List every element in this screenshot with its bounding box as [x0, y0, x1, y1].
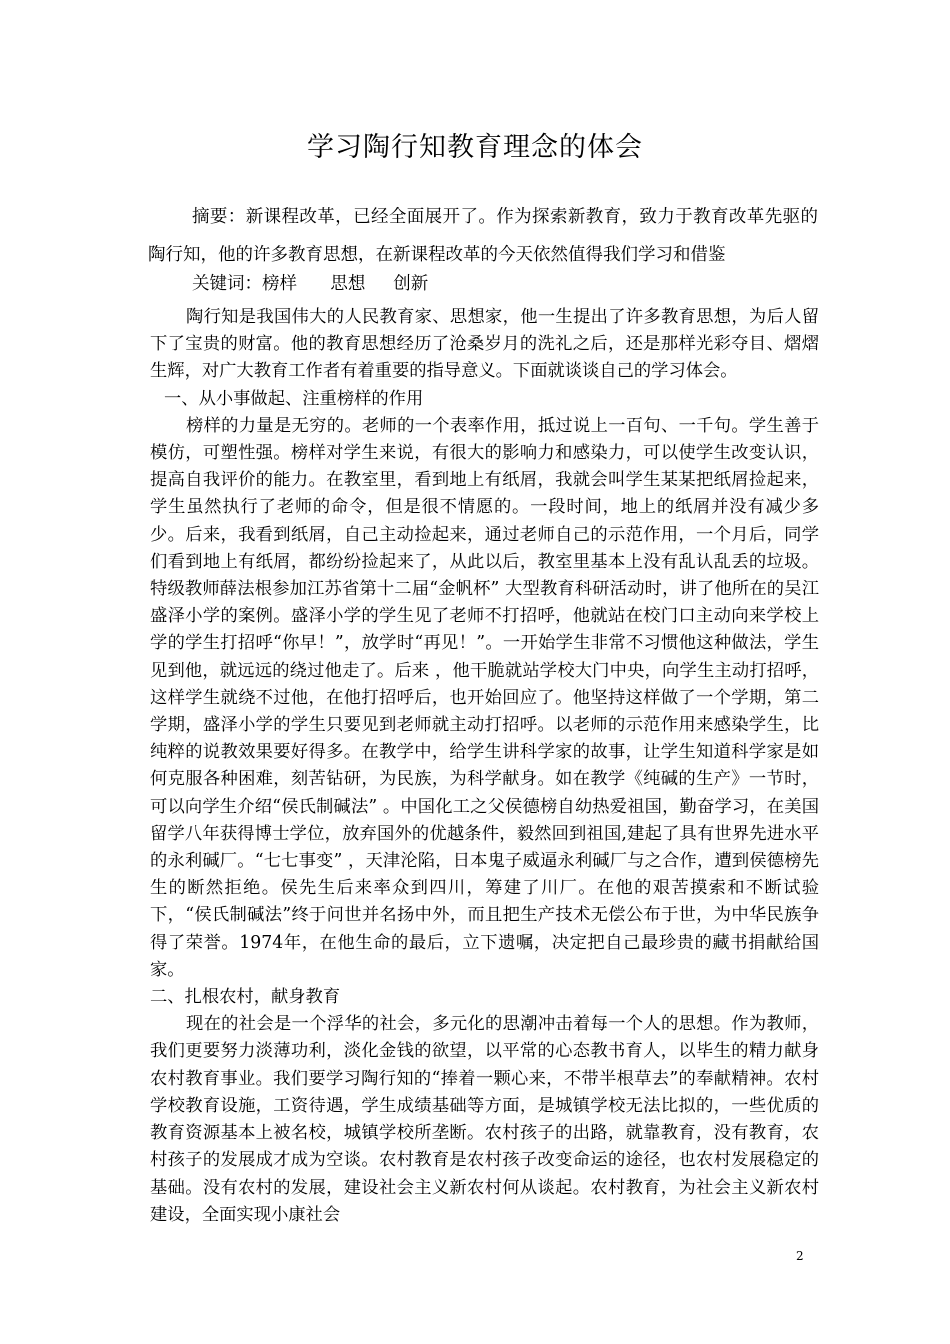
section-heading-1: 一、从小事做起、注重榜样的作用: [164, 388, 424, 409]
document-title: 学习陶行知教育理念的体会: [307, 132, 643, 163]
document-body: [150, 304, 819, 1229]
section-1-paragraph: 榜样的力量是无穷的。老师的一个表率作用，抵过说上一百句、一千句。学生善于模仿，可塑性强。榜样对学生来说，有很大的影响力和感染力，可以使学生改变认识，提高自我评价的能力。在教室里，看到地上有纸屑，我就会叫学生某某把纸屑捡起来，学生虽然执行了老师的命令，但是很不情愿的。一段时间，地上的纸屑并没有减少多少。后来，我看到纸屑，自己主动捡起来，通过老师自己的示范作用，一个月后，同学们看到地上有纸屑，都纷纷捡起来了，从此以后，教室里基本上没有乱认乱丢的垃圾。特级教师薛法根参加江苏省第十二届“金帆杯” 大型教育科研活动时，讲了他所在的吴江盛泽小学的案例。盛泽小学的学生见了老师不打招呼，他就站在校门口主动向来学校上学的学生打招呼“你早！”，放学时“再见！”。一开始学生非常不习惯他这种做法，学生见到他，就远远的绕过他走了。后来 ，他干脆就站学校大门中央，向学生主动打招呼，这样学生就绕不过他，在他打招呼后，也开始回应了。他坚持这样做了一个学期，第二学期，盛泽小学的学生只要见到老师就主动打招呼。以老师的示范作用来感染学生，比纯粹的说教效果要好得多。在教学中，给学生讲科学家的故事，让学生知道科学家是如何克服各种困难，刻苦钻研，为民族，为科学献身。如在教学《纯碱的生产》一节时，可以向学生介绍“侯氏制碱法” 。中国化工之父侯德榜自幼热爱祖国，勤奋学习，在美国留学八年获得博士学位，放弃国外的优越条件，毅然回到祖国,建起了具有世界先进水平的永利碱厂。“七七事变” ，天津沦陷，日本鬼子威逼永利碱厂与之合作，遭到侯德榜先生的断然拒绝。侯先生后来率众到四川，筹建了川厂。在他的艰苦摸索和不断试验下，“侯氏制碱法”终于问世并名扬中外，而且把生产技术无偿公布于世，为中华民族争得了荣誉。1974年，在他生命的最后，立下遗嘱，决定把自己最珍贵的藏书捐献给国家。: [150, 415, 819, 980]
keywords: 关键词：榜样 思想 创新: [192, 274, 429, 294]
intro-paragraph: 陶行知是我国伟大的人民教育家、思想家，他一生提出了许多教育思想，为后人留下了宝贵的财富。他的教育思想经历了沧桑岁月的洗礼之后，还是那样光彩夺目、熠熠生辉，对广大教育工作者有着重要的指导意义。下面就谈谈自己的学习体会。: [150, 307, 819, 382]
section-2-paragraph: 现在的社会是一个浮华的社会，多元化的思潮冲击着每一个人的思想。作为教师，我们更要努力淡薄功利，淡化金钱的欲望，以平常的心态教书育人，以毕生的精力献身农村教育事业。我们要学习陶行知的“捧着一颗心来，不带半根草去”的奉献精神。农村学校教育设施，工资待遇，学生成绩基础等方面，是城镇学校无法比拟的，一些优质的教育资源基本上被名校，城镇学校所垄断。农村孩子的出路，就靠教育，没有教育，农村孩子的发展成才成为空谈。农村教育是农村孩子改变命运的途径，也农村发展稳定的基础。没有农村的发展，建设社会主义新农村何从谈起。农村教育，为社会主义新农村建设，全面实现小康社会: [150, 1014, 819, 1225]
page-number: 2: [796, 1249, 804, 1263]
section-heading-2: 二、扎根农村，献身教育: [150, 987, 341, 1008]
abstract: 摘要：新课程改革，已经全面展开了。作为探索新教育，致力于教育改革先驱的陶行知，他的许多教育思想，在新课程改革的今天依然值得我们学习和借鉴: [148, 207, 818, 265]
